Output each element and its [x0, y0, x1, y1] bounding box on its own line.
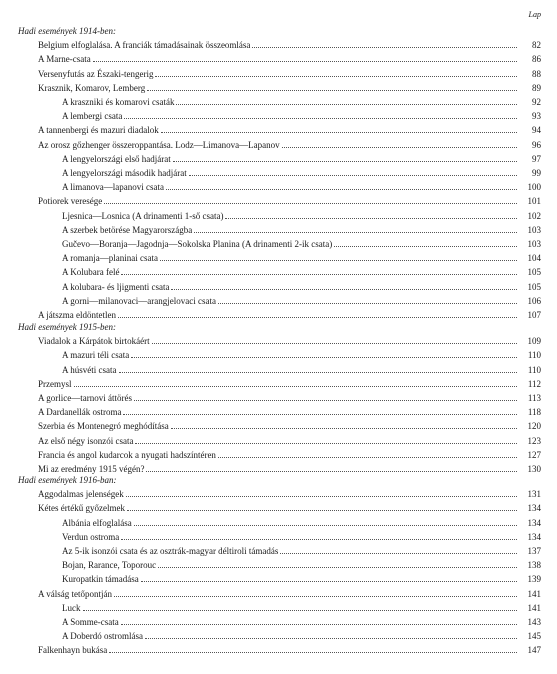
toc-entry-page-number: 110 [527, 350, 541, 360]
toc-entry-page-number: 110 [527, 365, 541, 375]
section-title: Hadi események 1914-ben: [18, 26, 116, 36]
toc-entry-page-number: 105 [527, 267, 541, 277]
toc-entry [62, 348, 541, 362]
dot-leader [83, 602, 518, 611]
dot-leader [123, 406, 517, 415]
toc-entry-page-number: 105 [527, 282, 541, 292]
toc-entry-page-number: 104 [527, 253, 541, 263]
dot-leader [166, 181, 517, 190]
dot-leader [225, 210, 517, 219]
toc-entry-label: A kraszniki és komarovi csaták [62, 97, 175, 107]
toc-entry-page-number: 97 [532, 154, 541, 164]
toc-entry-page-number: 137 [527, 546, 541, 556]
toc-entry [38, 194, 541, 208]
dot-leader [280, 545, 517, 554]
toc-entry [38, 67, 541, 81]
toc-entry-label: Ljesnica—Losnica (A drinamenti 1-ső csata) [62, 211, 224, 221]
dot-leader [160, 252, 517, 261]
toc-entry-label: A Kolubara felé [62, 267, 120, 277]
toc-entry-label: A romanja—planinai csata [62, 253, 158, 263]
dot-leader [158, 559, 517, 568]
toc-entry-label: Gučevo—Boranja—Jagodnja—Sokolska Planina (A drinamenti 2-ik csata) [62, 239, 333, 249]
dot-leader [135, 435, 517, 444]
dot-leader [93, 53, 517, 62]
toc-entry-page-number: 103 [527, 225, 541, 235]
toc-entry-page-number: 109 [527, 336, 541, 346]
toc-entry-page-number: 145 [527, 631, 541, 641]
dot-leader [176, 96, 517, 105]
toc-entry [38, 123, 541, 137]
dot-leader [194, 224, 517, 233]
dot-leader [189, 167, 517, 176]
toc-entry-page-number: 107 [527, 310, 541, 320]
toc-entry [38, 138, 541, 152]
toc-entry-page-number: 134 [527, 518, 541, 528]
toc-entry-page-number: 102 [527, 211, 541, 221]
toc-entry-label: Albánia elfoglalása [62, 518, 132, 528]
toc-entry [62, 223, 541, 237]
toc-entry-page-number: 89 [532, 83, 541, 93]
toc-entry [38, 377, 541, 391]
toc-entry [62, 530, 541, 544]
toc-entry [62, 363, 541, 377]
toc-entry [62, 629, 541, 643]
toc-entry-page-number: 112 [527, 379, 541, 389]
toc-entry-label: Az első négy isonzói csata [38, 436, 134, 446]
toc-entry-page-number: 101 [527, 196, 541, 206]
toc-entry-page-number: 130 [527, 464, 541, 474]
dot-leader [218, 449, 517, 458]
toc-entry [62, 572, 541, 586]
toc-entry-page-number: 100 [527, 182, 541, 192]
section-title: Hadi események 1915-ben: [18, 322, 116, 332]
toc-entry [38, 434, 541, 448]
toc-entry-page-number: 93 [532, 111, 541, 121]
toc-entry-label: A gorlice—tarnovi áttörés [38, 393, 132, 403]
dot-leader [134, 517, 517, 526]
dot-leader [155, 68, 517, 77]
toc-entry [38, 405, 541, 419]
dot-leader [119, 364, 518, 373]
toc-entry [62, 516, 541, 530]
dot-leader [114, 588, 517, 597]
dot-leader [124, 110, 517, 119]
toc-entry-page-number: 139 [527, 574, 541, 584]
toc-entry-label: A mazuri téli csata [62, 350, 130, 360]
toc-entry-label: Az 5-ik isonzói csata és az osztrák-magyar déltiroli támadás [62, 546, 279, 556]
toc-entry [62, 601, 541, 615]
toc-entry-page-number: 96 [532, 140, 541, 150]
toc-entry-label: Falkenhayn bukása [38, 645, 108, 655]
toc-entry-label: Przemysl [38, 379, 72, 389]
toc-entry-page-number: 94 [532, 125, 541, 135]
toc-entry-label: Belgium elfoglalása. A franciák támadásainak összeomlása [38, 40, 251, 50]
toc-entry-page-number: 120 [527, 421, 541, 431]
dot-leader [131, 349, 517, 358]
toc-entry-label: Kétes értékű győzelmek [38, 503, 125, 513]
dot-leader [173, 153, 517, 162]
toc-entry-page-number: 92 [532, 97, 541, 107]
toc-entry-label: Kuropatkin támadása [62, 574, 139, 584]
toc-entry-page-number: 138 [527, 560, 541, 570]
toc-entry-page-number: 131 [527, 489, 541, 499]
dot-leader [146, 463, 517, 472]
dot-leader [147, 82, 517, 91]
dot-leader [127, 502, 517, 511]
toc-entry [38, 448, 541, 462]
toc-entry-page-number: 147 [527, 645, 541, 655]
toc-entry-page-number: 118 [527, 407, 541, 417]
toc-entry [38, 334, 541, 348]
toc-entry-page-number: 86 [532, 54, 541, 64]
dot-leader [104, 195, 517, 204]
toc-entry-label: Szerbia és Montenegró meghódítása [38, 421, 169, 431]
dot-leader [161, 124, 517, 133]
toc-entry [62, 95, 541, 109]
toc-entry [62, 615, 541, 629]
toc-entry [62, 280, 541, 294]
dot-leader [121, 531, 517, 540]
toc-entry-label: A lengyelországi második hadjárat [62, 168, 187, 178]
toc-entry-label: A húsvéti csata [62, 365, 117, 375]
toc-entry [62, 294, 541, 308]
toc-entry-label: A lembergi csata [62, 111, 123, 121]
toc-entry-page-number: 141 [527, 603, 541, 613]
toc-entry-label: Mi az eredmény 1915 végén? [38, 464, 145, 474]
toc-entry [62, 237, 541, 251]
toc-entry-label: Aggodalmas jelenségek [38, 489, 124, 499]
dot-leader [134, 392, 517, 401]
dot-leader [152, 335, 517, 344]
toc-entry [38, 391, 541, 405]
dot-leader [118, 309, 517, 318]
toc-entry-label: A Somme-csata [62, 617, 119, 627]
toc-entry-label: A válság tetőpontján [38, 589, 112, 599]
toc-entry [62, 109, 541, 123]
toc-entry-label: A Dardanellák ostroma [38, 407, 122, 417]
toc-entry [38, 81, 541, 95]
toc-entry-label: A gorni—milanovaci—arangjelovaci csata [62, 296, 216, 306]
dot-leader [282, 139, 517, 148]
toc-entry [62, 180, 541, 194]
toc-entry-label: A kolubara- és ljigmenti csata [62, 282, 170, 292]
toc-entry [62, 265, 541, 279]
page-column-header: Lap [528, 10, 541, 19]
toc-entry-label: A tannenbergi és mazuri diadalok [38, 125, 159, 135]
toc-entry [38, 587, 541, 601]
toc-entry-label: Luck [62, 603, 81, 613]
toc-entry-label: A Marne-csata [38, 54, 91, 64]
dot-leader [121, 266, 517, 275]
dot-leader [74, 378, 518, 387]
dot-leader [121, 616, 517, 625]
toc-entry-label: Viadalok a Kárpátok birtokáért [38, 336, 150, 346]
dot-leader [334, 238, 517, 247]
toc-entry-page-number: 82 [532, 40, 541, 50]
toc-entry-page-number: 123 [527, 436, 541, 446]
toc-entry-label: Az orosz gőzhenger összeroppantása. Lodz—Limanova—Lapanov [38, 140, 280, 150]
toc-entry-label: A limanova—lapanovi csata [62, 182, 164, 192]
toc-entry [62, 558, 541, 572]
toc-entry-page-number: 103 [527, 239, 541, 249]
toc-entry [62, 209, 541, 223]
toc-entry-label: A Doberdó ostromlása [62, 631, 143, 641]
toc-entry [38, 501, 541, 515]
toc-entry [38, 487, 541, 501]
toc-entry-page-number: 143 [527, 617, 541, 627]
toc-entry-page-number: 113 [527, 393, 541, 403]
toc-entry-label: Potiorek veresége [38, 196, 103, 206]
toc-entry-label: Francia és angol kudarcok a nyugati hadszíntéren [38, 450, 216, 460]
toc-entry [38, 38, 541, 52]
toc-entry-label: Bojan, Rarance, Toporouc [62, 560, 157, 570]
toc-entry [62, 251, 541, 265]
toc-entry [38, 643, 541, 657]
toc-entry-page-number: 134 [527, 532, 541, 542]
toc-entry-label: Versenyfutás az Északi-tengerig [38, 69, 154, 79]
toc-entry-page-number: 88 [532, 69, 541, 79]
toc-entry-page-number: 106 [527, 296, 541, 306]
dot-leader [252, 39, 517, 48]
dot-leader [218, 295, 517, 304]
toc-entry-label: Krasznik, Komarov, Lemberg [38, 83, 146, 93]
toc-entry-page-number: 127 [527, 450, 541, 460]
toc-entry [38, 419, 541, 433]
toc-entry [38, 52, 541, 66]
dot-leader [145, 630, 517, 639]
toc-entry [62, 166, 541, 180]
toc-entry-label: Verdun ostroma [62, 532, 120, 542]
dot-leader [141, 573, 517, 582]
section-title: Hadi események 1916-ban: [18, 475, 117, 485]
toc-entry-label: A lengyelországi első hadjárat [62, 154, 171, 164]
toc-entry-page-number: 134 [527, 503, 541, 513]
toc-entry [62, 152, 541, 166]
toc-entry-label: A játszma eldöntetlen [38, 310, 116, 320]
dot-leader [171, 420, 517, 429]
dot-leader [109, 644, 517, 653]
toc-entry-page-number: 141 [527, 589, 541, 599]
toc-entry-label: A szerbek betörése Magyarországba [62, 225, 193, 235]
dot-leader [126, 488, 517, 497]
dot-leader [171, 281, 517, 290]
toc-entry-page-number: 99 [532, 168, 541, 178]
toc-entry [62, 544, 541, 558]
